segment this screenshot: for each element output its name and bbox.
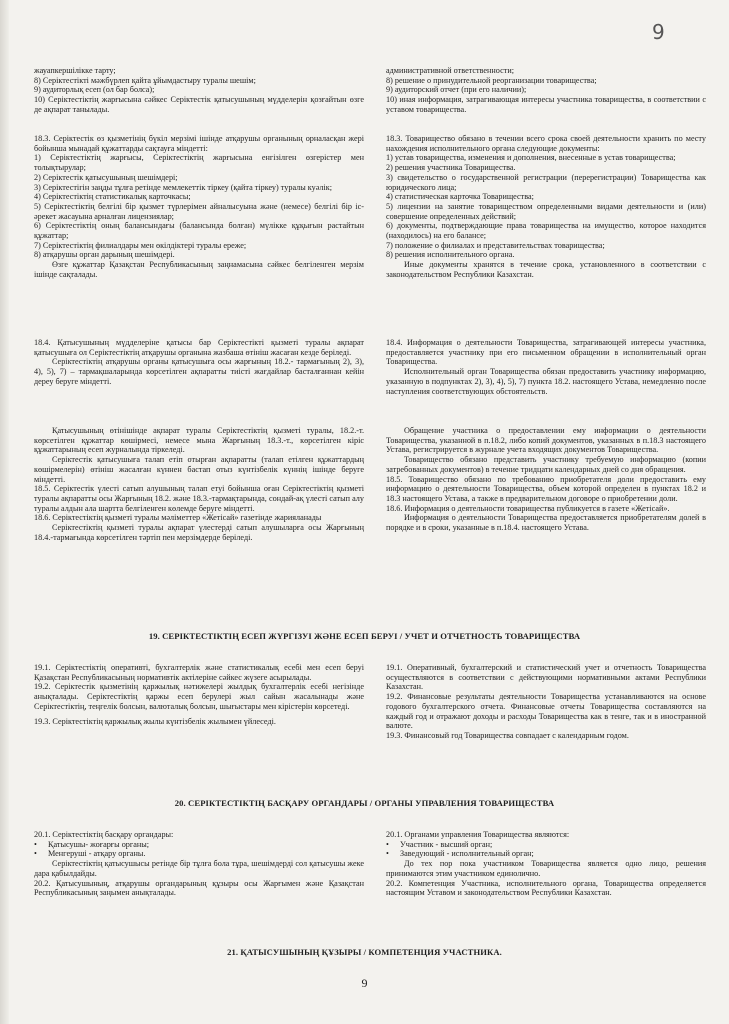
section-21-title: 21. ҚАТЫСУШЫНЫҢ ҚҰЗЫРЫ / КОМПЕТЕНЦИЯ УЧАСТНИКА.	[227, 947, 502, 957]
paragraph: Обращение участника о предоставлении ему информации о деятельности Товарищества, указанной в п.18.2, либо копий документов, указанных в п.18.3 настоящего Устава, регистрируется в журнале учета входящих документов Товарищества.	[386, 426, 706, 455]
paragraph: Серіктестіктің қызметі туралы ақпарат үлестерді сатып алушыларға осы Жарғының 18.4.-тармағында көрсетілген тәртіп пен мерзімдерде беріледі.	[34, 523, 364, 542]
paragraph: 8) Серіктестікті мәжбүрлеп қайта ұйымдастыру туралы шешім;	[34, 75, 256, 85]
clause-outro: Иные документы хранятся в течение срока, установленного в соответствии с законодательством Республики Казахстан.	[386, 260, 706, 279]
bullet-text: Қатысушы- жоғарғы органы;	[48, 839, 150, 849]
left-clause-18-4	[34, 338, 364, 387]
section-19-title: 19. СЕРІКТЕСТІКТІҢ ЕСЕП ЖҮРГІЗУІ ЖӘНЕ ЕСЕП БЕРУІ / УЧЕТ И ОТЧЕТНОСТЬ ТОВАРИЩЕСТВА	[148, 631, 581, 641]
paragraph: Серіктестіктің атқарушы органы қатысушыға осы жарғының 18.2.- тармағының 2), 3), 4), 5), 7) – тармақшаларында көрсетілген ақпаратты тиісті жағдайлар басталғаннан кейін дереу беруге міндетті.	[34, 357, 364, 386]
bullet-icon: •	[386, 849, 389, 859]
bullet-item	[34, 840, 364, 850]
paragraph: 19.3. Финансовый год Товарищества совпадает с календарным годом.	[386, 730, 629, 740]
paragraph: 20.2. Қатысушының, атқарушы органдарының құзыры осы Жарғымен және Қазақстан Республикасының заңымен анықталады.	[34, 878, 364, 898]
right-clause-18-4	[386, 338, 706, 396]
paragraph: 18.4. Қатысушының мүдделеріне қатысы бар Серіктестікті қызметі туралы ақпарат қатысушыға ол Серіктестіктің атқарушы органына жазбаша өтініш жасаған кезде беріледі.	[34, 338, 364, 357]
paragraph: 18.4. Информация о деятельности Товарищества, затрагивающей интересы участника, предоставляется участнику при его письменном обращении в исполнительный орган Товарищества.	[386, 338, 706, 367]
paragraph: Серіктестіктің қатысушысы ретінде бір тұлға бола тұра, шешімдерді сол қатысушы жеке дара қабылдайды.	[34, 859, 364, 878]
paragraph: 20.1. Органами управления Товарищества являются:	[386, 830, 570, 839]
paragraph: Қатысушының өтінішінде ақпарат туралы Серіктестіктің қызметі туралы, 18.2.-т. көрсетілген құжаттар көшірмесі, немесе мына Жарғының 18.3.-т., көрсетілген кіріс құжаттарының есеп журналында тіркеледі.	[34, 426, 364, 455]
paragraph: 20.1. Серіктестіктің басқару органдары:	[34, 830, 174, 839]
bullet-icon: •	[386, 839, 389, 849]
bullet-icon: •	[34, 839, 37, 849]
right-top-block	[386, 66, 706, 115]
list-item: 7) Серіктестіктің филиалдары мен өкілдіктері туралы ереже;	[34, 240, 247, 250]
paragraph: 10) Серіктестіктің жарғысына сәйкес Серіктестік қатысушының мүдделерін қозғайтын өзге де ақпарат танылады.	[34, 95, 364, 114]
left-clause-18-5-18-6	[34, 426, 364, 542]
clause-intro: 18.3. Товарищество обязано в течении всего срока своей деятельности хранить по месту нахождения исполнительного органа следующие документы:	[386, 134, 706, 153]
paragraph: Товарищество обязано представить участнику требуемую информацию (копии затребованных документов) в течение тридцати календарных дней со дня обращения.	[386, 455, 706, 474]
left-clause-18-3	[34, 134, 364, 280]
list-item: 7) положение о филиалах и представительствах товарищества;	[386, 240, 605, 250]
paragraph: Информация о деятельности Товарищества предоставляется приобретателям долей в порядке и в сроки, указанные в п.18.4. настоящего Устава.	[386, 513, 706, 533]
paragraph: 19.2. Финансовые результаты деятельности Товарищества устанавливаются на основе годового бухгалтерского отчета. Финансовые отчеты Товарищества составляются на каждый год и отражают доходы и расходы Товарищества как в тенге, так и в иностранной валюте.	[386, 692, 706, 731]
paragraph: 18.6. Серіктестіктің қызметі туралы мәліметтер «Жетісай» газетінде жарияланады	[34, 513, 322, 523]
bullet-text: Менгеруші - атқару органы.	[48, 849, 146, 859]
paragraph: 10) иная информация, затрагивающая интересы участника товарищества, в соответствии с уставом товарищества.	[386, 95, 706, 114]
right-section-20	[386, 830, 706, 898]
paragraph: жауапкершілікке тарту;	[34, 66, 116, 75]
left-section-20	[34, 830, 364, 898]
paragraph: 8) решение о принудительной реорганизации товарищества;	[386, 75, 597, 85]
list-item: 1) Серіктестіктің жарғысы, Серіктестіктің жарғысына енгізілген өзгерістер мен толықтырулар;	[34, 153, 364, 173]
paragraph: 9) аудиторлық есеп (ол бар болса);	[34, 85, 155, 95]
section-20-title: 20. СЕРІКТЕСТІКТІҢ БАСҚАРУ ОРГАНДАРЫ / ОРГАНЫ УПРАВЛЕНИЯ ТОВАРИЩЕСТВА	[174, 798, 555, 808]
paragraph: 20.2. Компетенция Участника, исполнительного органа, Товарищества определяется настоящим Уставом и законодательством Республики Казахстан.	[386, 878, 706, 898]
list-item: 6) документы, подтверждающие права товарищества на имущество, которое находится (находилось) на его балансе;	[386, 221, 706, 241]
list-item: 6) Серіктестіктің оның балансындағы (балансында болған) мүлікке құқығын растайтын құжаттар;	[34, 221, 364, 241]
right-clause-18-5-18-6	[386, 426, 706, 533]
bullet-item	[386, 840, 706, 850]
paragraph: Серіктестік қатысушыға талап етіп отырған ақпаратты (талап етілген құжаттардың көшірмелерін) өтініш жасалған күннен бастап отыз күнтізбелік күннің ішінде беруге міндетті.	[34, 455, 364, 484]
paragraph: 18.5. Товарищество обязано по требованию приобретателя доли предоставить ему информацию о деятельности Товарищества, объем которой определен в пунктах 18.2 и 18.3 настоящего Устава, а также в предварительном договоре о приобретении доли.	[386, 474, 706, 503]
paragraph: До тех пор пока участником Товарищества является одно лицо, решения принимаются этим участником единолично.	[386, 859, 706, 878]
list-item: 4) статистическая карточка Товарищества;	[386, 192, 534, 202]
bullet-icon: •	[34, 849, 37, 859]
clause-intro: 18.3. Серіктестік өз қызметінің бүкіл мерзімі ішінде атқарушы органының орналасқан жері бойынша мынадай құжаттарды сақтауға міндетті:	[34, 134, 364, 153]
list-item: 3) свидетельство о государственной регистрации (перерегистрации) Товарищества как юридического лица;	[386, 172, 706, 192]
handwritten-page-number: 9	[652, 20, 665, 44]
paragraph: 19.2. Серіктестік қызметінің қаржылық нәтижелері жылдық бухгалтерлік есебі негізінде анықталады. Серіктестіктің қаржы есеп берулері жыл сайын жасалынады және Серіктестіктің, теңгелік болсын, валюталық болсын, шығыстары мен кірістерін көрсетеді.	[34, 682, 364, 711]
binder-shadow	[0, 0, 9, 1024]
bullet-item	[34, 849, 364, 859]
paragraph: административной ответственности;	[386, 66, 514, 75]
paragraph: 18.6. Информация о деятельности товарищества публикуется в газете «Жетісай».	[386, 503, 670, 513]
clause-outro: Өзге құжаттар Қазақстан Республикасының заңнамасына сәйкес белгіленген мерзім ішінде сақталады.	[34, 260, 364, 279]
bullet-text: Участник - высший орган;	[400, 839, 493, 849]
list-item: 3) Серіктестігін заңды тұлға ретінде мемлекеттік тіркеу (қайта тіркеу) туралы куәлік;	[34, 182, 332, 192]
bullet-text: Заведующий - исполнительный орган;	[400, 849, 534, 859]
list-item: 5) лицензии на занятие товариществом определенными видами деятельности и (или) совершение определенных действий;	[386, 201, 706, 221]
right-clause-18-3	[386, 134, 706, 280]
paragraph: 18.5. Серіктестік үлесті сатып алушының талап етуі бойынша оған Серіктестіктің қызметі туралы ақпаратты осы Жарғының 18.2. және 18.3.-тармақтарында, сондай-ақ үлесті сатып алу туралы алдын ала шартта белгіленген көлемде беруге міндетті.	[34, 484, 364, 513]
paragraph: 19.1. Оперативный, бухгалтерский и статистический учет и отчетность Товарищества осуществляются в соответствии с действующими нормативными актами Республики Казахстан.	[386, 663, 706, 692]
list-item: 5) Серіктестіктің белгілі бір қызмет түрлерімен айналысуына және (немесе) белгілі бір іс-әрекет жасауына арналған лицензиялар;	[34, 201, 364, 221]
paragraph: 19.1. Серіктестіктің оперативті, бухгалтерлік және статистикалық есебі мен есеп беруі Қазақстан Республикасының нормативтік актілеріне сәйкес жүзеге асырылады.	[34, 663, 364, 682]
list-item: 4) Серіктестіктің статистикалық карточкасы;	[34, 192, 191, 202]
paragraph: Исполнительный орган Товарищества обязан предоставить участнику информацию, указанную в подпунктах 2), 3), 4), 5), 7) пункта 18.2. настоящего Устава, немедленно после наступления соответствующих обстоятельств.	[386, 367, 706, 396]
list-item: 8) решения исполнительного органа.	[386, 250, 515, 260]
page-number: 9	[361, 976, 368, 990]
left-top-block	[34, 66, 364, 115]
bullet-item	[386, 849, 706, 859]
right-section-19	[386, 663, 706, 741]
paragraph: 9) аудиторский отчет (при его наличии);	[386, 85, 527, 95]
list-item: 2) решения участника Товарищества.	[386, 163, 516, 173]
list-item: 8) атқарушы орган дарының шешімдері.	[34, 250, 175, 260]
paragraph: 19.3. Серіктестіктің қаржылық жылы күнтізбелік жылымен үйлеседі.	[34, 716, 276, 726]
list-item: 2) Серіктестік қатысушының шешімдері;	[34, 172, 178, 182]
left-section-19	[34, 663, 364, 726]
list-item: 1) устав товарищества, изменения и дополнения, внесенные в устав товарищества;	[386, 153, 676, 163]
